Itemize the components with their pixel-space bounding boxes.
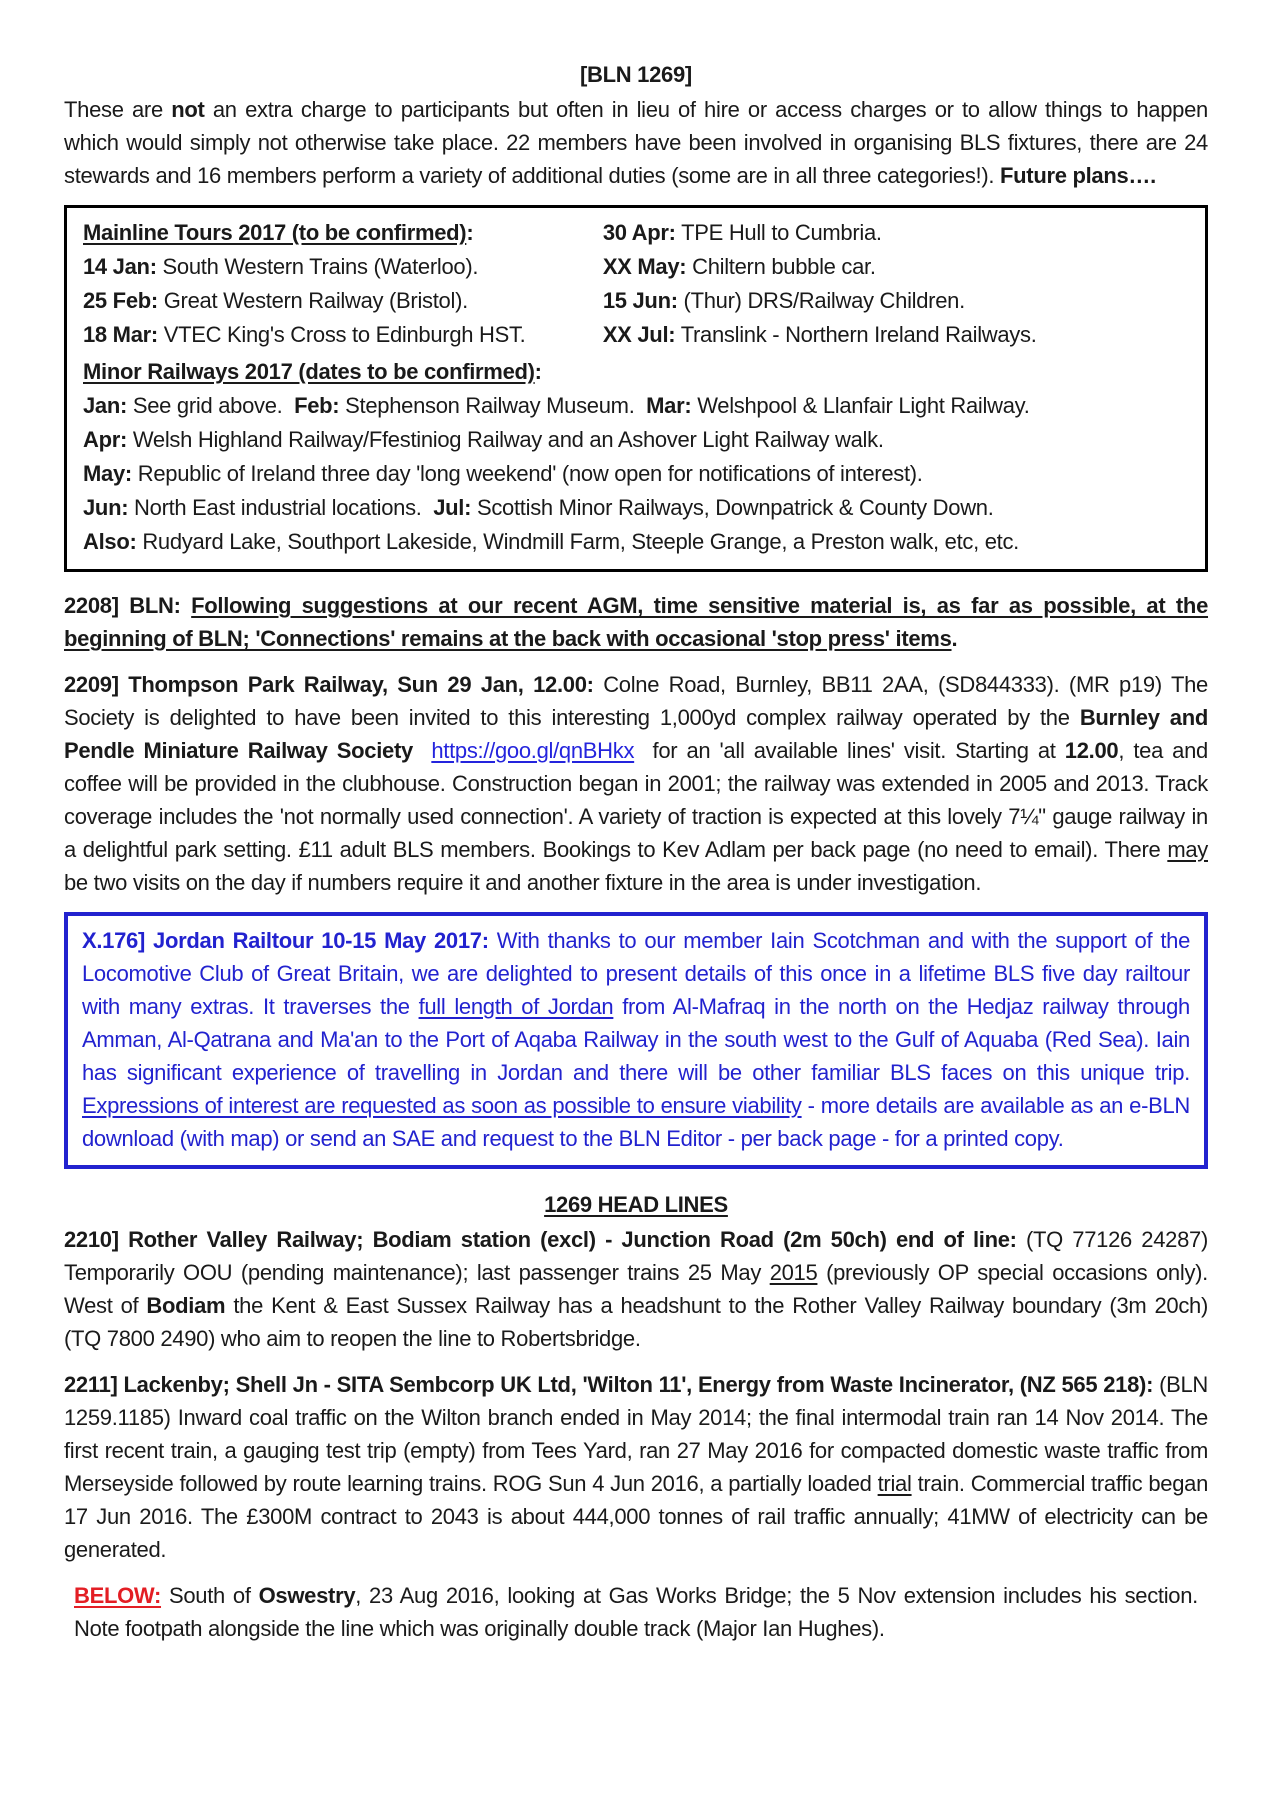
jordan-railtour-box: X.176] Jordan Railtour 10-15 May 2017: With thanks to our member Iain Scotchman and with the support of the Locomotive Club of Great Britain, we are delighted to present details of this once in a lifetime BLS five day railtour with many extras. It traverses the full length of Jordan from Al-Mafraq in the north on the Hedjaz railway through Amman, Al-Qatrana and Ma'an to the Port of Aqaba Railway in the south west to the Gulf of Aquaba (Red Sea). Iain has significant experience of travelling in Jordan and there will be other familiar BLS faces on this unique trip. Expressions of interest are requested as soon as possible to ensure viability - more details are available as an e-BLN download (with map) or send an SAE and request to the BLN Editor - per back page - for a printed copy. [64,912,1208,1169]
minor-railways-line: May: Republic of Ireland three day 'long weekend' (now open for notifications of interest). [83,461,923,486]
tour-cell-right: 15 Jun: (Thur) DRS/Railway Children. [602,288,965,313]
minor-railways-line: Apr: Welsh Highland Railway/Ffestiniog Railway and an Ashover Light Railway walk. [83,427,884,452]
intro-paragraph: These are not an extra charge to participants but often in lieu of hire or access charges or to allow things to happen which would simply not otherwise take place. 22 members have been involved in organising BLS fixtures, there are 24 stewards and 16 members perform a variety of additional duties (some are in all three categories!). Future plans…. [64,97,1208,188]
minor-railways-heading: Minor Railways 2017 (dates to be confirmed): [83,359,542,384]
article-2208: 2208] BLN: Following suggestions at our recent AGM, time sensitive material is, as far as possible, at the beginning of BLN; 'Connections' remains at the back with occasional 'stop press' items. [64,593,1209,651]
tour-cell-left: 18 Mar: VTEC King's Cross to Edinburgh HST. [83,322,526,347]
mainline-tour-row [83,250,1189,284]
tour-cell-right: XX Jul: Translink - Northern Ireland Railways. [602,322,1037,347]
minor-railways-line: Jun: North East industrial locations. Jul: Scottish Minor Railways, Downpatrick & County Down. [83,495,994,520]
article-2210: 2210] Rother Valley Railway; Bodiam station (excl) - Junction Road (2m 50ch) end of line: (TQ 77126 24287) Temporarily OOU (pending maintenance); last passenger trains 25 May 2015 (previously OP special occasions only). West of Bodiam the Kent & East Sussex Railway has a headshunt to the Rother Valley Railway boundary (3m 20ch) (TQ 7800 2490) who aim to reopen the line to Robertsbridge. [64,1227,1208,1351]
fixtures-box [64,205,1208,572]
article-2209: 2209] Thompson Park Railway, Sun 29 Jan, 12.00: Colne Road, Burnley, BB11 2AA, (SD844333). (MR p19) The Society is delighted to have been invited to this interesting 1,000yd complex railway operated by the Burnley and Pendle Miniature Railway Society https://goo.gl/qnBHkx for an 'all available lines' visit. Starting at 12.00, tea and coffee will be provided in the clubhouse. Construction began in 2001; the railway was extended in 2005 and 2013. Track coverage includes the 'not normally used connection'. A variety of traction is expected at this lovely 7¼" gauge railway in a delightful park setting. £11 adult BLS members. Bookings to Kev Adlam per back page (no need to email). There may be two visits on the day if numbers require it and another fixture in the area is under investigation. [64,672,1208,895]
minor-railways-line: Jan: See grid above. Feb: Stephenson Railway Museum. Mar: Welshpool & Llanfair Light Railway. [83,393,1030,418]
mainline-tour-row [83,216,1189,250]
minor-railways-line: Also: Rudyard Lake, Southport Lakeside, Windmill Farm, Steeple Grange, a Preston walk, etc, etc. [83,529,1019,554]
mainline-tour-row [83,284,1189,318]
mainline-tours-heading: Mainline Tours 2017 (to be confirmed): [83,220,474,245]
page-header-title: [BLN 1269] [580,62,692,87]
article-2211: 2211] Lackenby; Shell Jn - SITA Sembcorp UK Ltd, 'Wilton 11', Energy from Waste Incinerator, (NZ 565 218): (BLN 1259.1185) Inward coal traffic on the Wilton branch ended in May 2014; the final intermodal train ran 14 Nov 2014. The first recent train, a gauging test trip (empty) from Tees Yard, ran 27 May 2016 for compacted domestic waste traffic from Merseyside followed by route learning trains. ROG Sun 4 Jun 2016, a partially loaded trial train. Commercial traffic began 17 Jun 2016. The £300M contract to 2043 is about 444,000 tonnes of rail traffic annually; 41MW of electricity can be generated. [64,1372,1209,1562]
mainline-tour-row [83,318,1189,352]
hyperlink[interactable]: https://goo.gl/qnBHkx [431,738,635,763]
tour-cell-right: XX May: Chiltern bubble car. [602,254,876,279]
tour-cell-left: 14 Jan: South Western Trains (Waterloo). [83,254,479,279]
tour-cell-right: 30 Apr: TPE Hull to Cumbria. [602,220,882,245]
headlines-title: 1269 HEAD LINES [544,1192,728,1217]
photo-caption: BELOW: South of Oswestry, 23 Aug 2016, looking at Gas Works Bridge; the 5 Nov extension includes his section. Note footpath alongside the line which was originally double track (Major Ian Hughes). [74,1583,1198,1641]
tour-cell-left: 25 Feb: Great Western Railway (Bristol). [83,288,468,313]
